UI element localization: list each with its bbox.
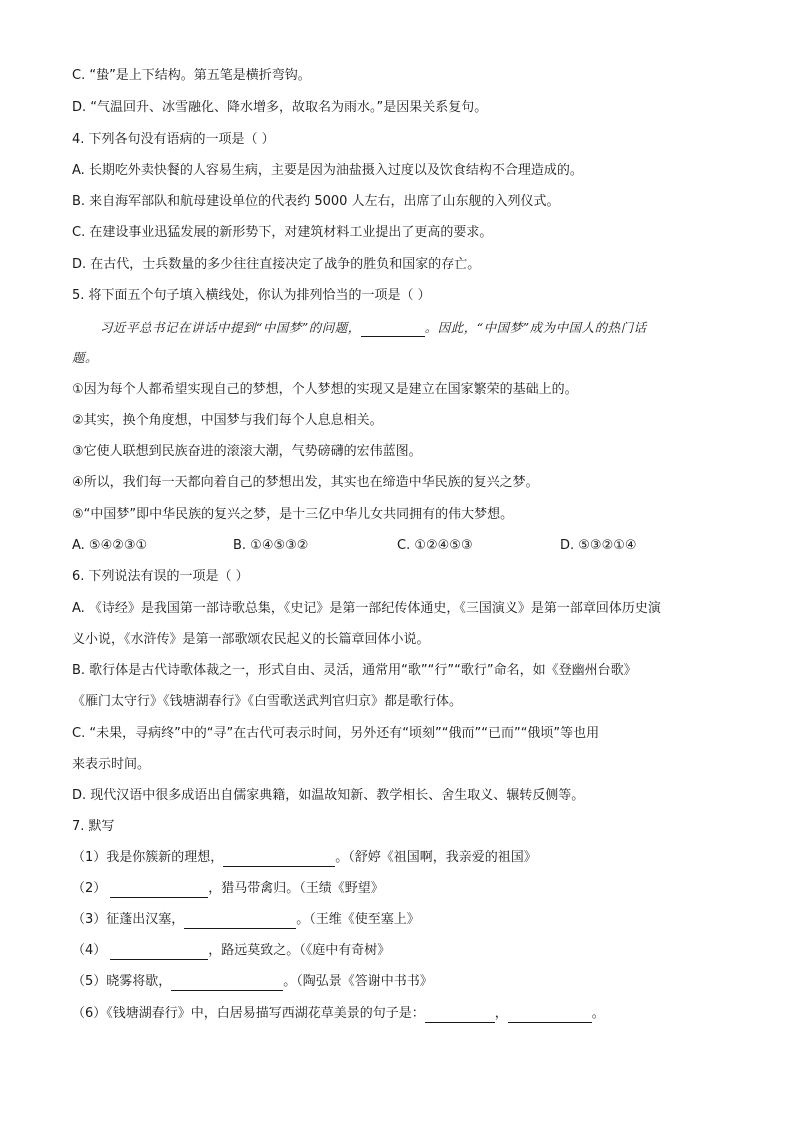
q6-option-a-line-1: A. 《诗经》是我国第一部诗歌总集，《史记》是第一部纪传体通史，《三国演义》是第一部章回体历史演 (72, 601, 661, 616)
q5-option-a: A. ⑤④②③① (72, 538, 148, 553)
dictation-5-prompt: （5）晓雾将歇， (72, 974, 172, 989)
q4-option-b: B. 来自海军部队和航母建设单位的代表约 5000 人左右，出席了山东舰的入列仪式。 (72, 194, 560, 209)
q5-options (72, 537, 724, 555)
dictation-6-prompt: （6）《钱塘湖春行》中，白居易描写西湖花草美景的句子是： (72, 1006, 425, 1021)
dictation-3-source: 。（王维《使至塞上》 (296, 912, 420, 927)
q5-sentence-1: ①因为每个人都希望实现自己的梦想，个人梦想的实现又是建立在国家繁荣的基础上的。 (72, 382, 578, 397)
dictation-1-source: 。（舒婷《祖国啊，我亲爱的祖国》 (335, 850, 537, 865)
dictation-5 (72, 973, 724, 991)
question-7-stem: 7. 默写 (72, 819, 115, 834)
dictation-6 (72, 1005, 724, 1023)
q6-option-a-line-2: 义小说，《水浒传》是第一部歌颂农民起义的长篇章回体小说。 (72, 632, 430, 647)
q5-sentence-5: ⑤“中国梦”即中华民族的复兴之梦，是十三亿中华儿女共同拥有的伟大梦想。 (72, 507, 514, 522)
q5-passage-part-2: 。因此，“中国梦”成为中国人的热门话 (424, 320, 647, 335)
dictation-6-blank-2 (508, 1008, 592, 1023)
q5-blank (361, 322, 425, 337)
dictation-4-source: ，路远莫致之。（《庭中有奇树》 (208, 943, 391, 958)
dictation-4 (72, 942, 724, 960)
q4-option-d: D. 在古代，士兵数量的多少往往直接决定了战争的胜负和国家的存亡。 (72, 257, 481, 272)
dictation-6-period: 。 (591, 1006, 605, 1021)
dictation-5-blank (171, 976, 283, 991)
dictation-2-number: （2） (72, 881, 107, 896)
q5-passage-part-1: 习近平总书记在讲话中提到“中国梦”的问题， (100, 320, 361, 335)
q5-passage-line-2: 题。 (72, 350, 99, 365)
q4-option-c: C. 在建设事业迅猛发展的新形势下，对建筑材料工业提出了更高的要求。 (72, 225, 493, 240)
q5-sentence-4: ④所以，我们每一天都向着自己的梦想出发，其实也在缔造中华民族的复兴之梦。 (72, 475, 539, 490)
dictation-4-number: （4） (72, 943, 107, 958)
dictation-3-prompt: （3）征蓬出汉塞， (72, 912, 185, 927)
dictation-4-blank (110, 945, 208, 960)
q6-option-c-line-2: 来表示时间。 (72, 757, 151, 772)
dictation-3 (72, 911, 724, 929)
question-6-stem: 6. 下列说法有误的一项是（ ） (72, 569, 249, 584)
q5-option-c: C. ①②④⑤③ (397, 538, 473, 553)
question-4-stem: 4. 下列各句没有语病的一项是（ ） (72, 132, 275, 147)
q4-option-a: A. 长期吃外卖快餐的人容易生病，主要是因为油盐摄入过度以及饮食结构不合理造成的。 (72, 163, 583, 178)
dictation-1 (72, 849, 724, 867)
dictation-1-blank (223, 852, 335, 867)
q5-option-b: B. ①④⑤③② (233, 538, 309, 553)
q5-option-d: D. ⑤③②①④ (560, 538, 637, 553)
dictation-3-blank (184, 914, 296, 929)
dictation-6-blank-1 (425, 1008, 495, 1023)
dictation-6-comma: ， (494, 1006, 508, 1021)
dictation-2 (72, 880, 724, 898)
q5-sentence-2: ②其实，换个角度想，中国梦与我们每个人息息相关。 (72, 413, 383, 428)
q5-passage-line-1 (100, 319, 724, 337)
dictation-1-prompt: （1）我是你簇新的理想， (72, 850, 224, 865)
dictation-2-source: ，猎马带禽归。（王绩《野望》 (208, 881, 384, 896)
q3-option-c: C. “蛰”是上下结构。第五笔是横折弯钩。 (72, 68, 311, 83)
q6-option-d: D. 现代汉语中很多成语出自儒家典籍，如温故知新、教学相长、舍生取义、辗转反侧等。 (72, 788, 585, 803)
dictation-5-source: 。（陶弘景《答谢中书书》 (283, 974, 433, 989)
q6-option-b-line-2: 《雁门太守行》《钱塘湖春行》《白雪歌送武判官归京》都是歌行体。 (72, 694, 463, 709)
q3-option-d: D. “气温回升、冰雪融化、降水增多，故取名为雨水。”是因果关系复句。 (72, 100, 488, 115)
q6-option-b-line-1: B. 歌行体是古代诗歌体裁之一，形式自由、灵活，通常用“歌”“行”“歌行”命名，如《登幽州台歌》 (72, 663, 637, 678)
q5-sentence-3: ③它使人联想到民族奋进的滚滚大潮，气势磅礴的宏伟蓝图。 (72, 444, 422, 459)
q6-option-c-line-1: C. “未果，寻病终”中的“寻”在古代可表示时间，另外还有“顷刻”“俄而”“已而”“俄顷”等也用 (72, 726, 600, 741)
question-5-stem: 5. 将下面五个句子填入横线处，你认为排列恰当的一项是（ ） (72, 288, 431, 303)
dictation-2-blank (110, 883, 208, 898)
